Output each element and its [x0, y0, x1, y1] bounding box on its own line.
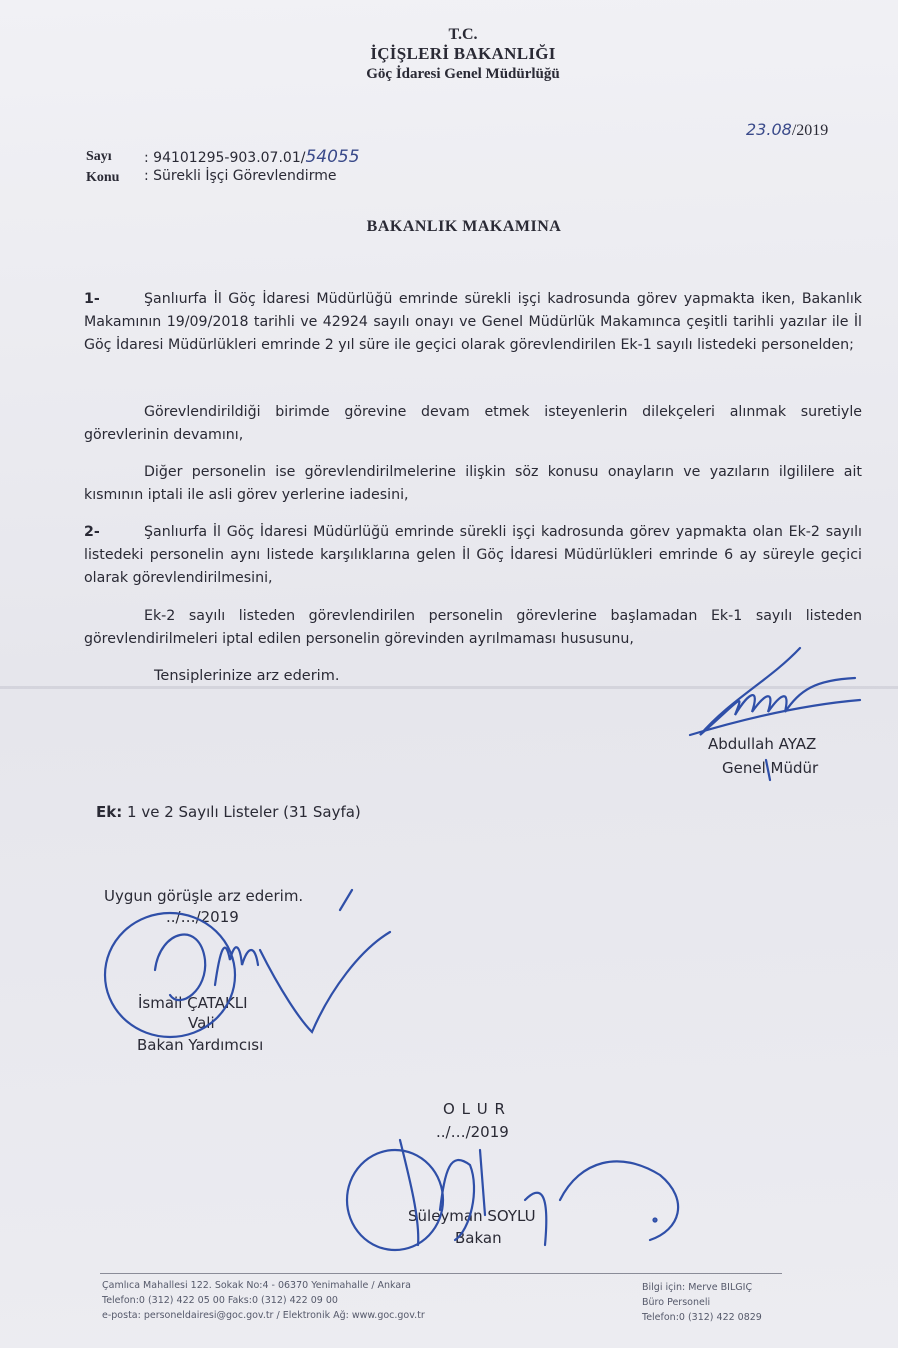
paragraph-1-text: Şanlıurfa İl Göç İdaresi Müdürlüğü emrinde sürekli işçi kadrosunda görev yapmakta iken, Bakanlık Makamının 19/09/2018 tarihli ve 42924 sayılı onayı ve Genel Müdürlük Makamınca çeşitli tarihli yazılar ile İl Göç İdaresi Müdürlükleri emrinde 2 yıl süre ile geçici olarak görevlendirilen Ek-1 sayılı listedeki personelden;: [84, 291, 862, 353]
header-tc: T.C.: [448, 26, 478, 43]
konu-label: Konu: [86, 170, 120, 185]
sayi-label: Sayı: [86, 149, 112, 164]
paragraph-3: Diğer personelin ise görevlendirilmelerine ilişkin söz konusu onayların ve yazıların ilgililere ait kısmının iptali ile asli görev yerlerine iadesini,: [84, 464, 862, 503]
attachment-text: 1 ve 2 Sayılı Listeler (31 Sayfa): [127, 803, 361, 821]
konu-value: : Sürekli İşçi Görevlendirme: [144, 168, 337, 184]
paragraph-4-number: 2-: [84, 524, 100, 540]
paragraph-5: Ek-2 sayılı listeden görevlendirilen personelin görevlerine başlamadan Ek-1 sayılı listeden görevlendirilmeleri iptal edilen personelin görevinden ayrılmaması hususunu,: [84, 608, 862, 647]
header-directorate: Göç İdaresi Genel Müdürlüğü: [366, 66, 560, 82]
signature-ismail-catakli: [105, 890, 390, 1037]
footer-divider: [100, 1273, 782, 1274]
footer-left: [102, 1278, 425, 1323]
attachment-label: Ek:: [96, 803, 123, 821]
approval1-title-deputy: Bakan Yardımcısı: [137, 1036, 264, 1054]
paragraph-2: Görevlendirildiği birimde görevine devam etmek isteyenlerin dilekçeleri alınmak suretiyle görevlerinin devamını,: [84, 404, 862, 443]
closing-text: Tensiplerinize arz ederim.: [154, 668, 340, 684]
paragraph-4-text: Şanlıurfa İl Göç İdaresi Müdürlüğü emrinde sürekli işçi kadrosunda görev yapmakta olan Ek-2 sayılı listedeki personelin aynı listede karşılıklarına gelen İl Göç İdaresi Müdürlükleri emrinde 6 ay süreyle geçici olarak görevlendirilmesini,: [84, 524, 862, 586]
signer1-title: Genel Müdür: [722, 759, 819, 777]
header-ministry: İÇİŞLERİ BAKANLIĞI: [370, 44, 556, 63]
date-handwritten: 23.08: [746, 120, 792, 139]
approval2-name: Süleyman SOYLU: [408, 1207, 536, 1225]
recipient-heading: BAKANLIK MAKAMINA: [366, 218, 562, 235]
paragraph-1-number: 1-: [84, 291, 100, 307]
signature-suleyman-soylu: [347, 1140, 678, 1250]
signature-abdullah-ayaz: [690, 648, 860, 780]
approval2-date: ../…/2019: [436, 1123, 509, 1141]
footer-contact-phone: Telefon:0 (312) 422 0829: [642, 1312, 762, 1323]
footer-phone: Telefon:0 (312) 422 05 00 Faks:0 (312) 422 09 00: [102, 1295, 338, 1306]
footer-email: e-posta: personeldairesi@goc.gov.tr / Elektronik Ağ: www.goc.gov.tr: [102, 1310, 425, 1321]
approval2-title: Bakan: [455, 1229, 502, 1247]
footer-address: Çamlıca Mahallesi 122. Sokak No:4 - 06370 Yenimahalle / Ankara: [102, 1280, 411, 1291]
date-printed: /2019: [791, 122, 829, 139]
footer-contact-person: Bilgi için: Merve BILGIÇ: [642, 1282, 753, 1293]
approval1-title-vali: Vali: [188, 1014, 215, 1032]
footer-right: [642, 1280, 762, 1325]
approval2-olur: O L U R: [443, 1100, 506, 1118]
sayi-handwritten: 54055: [305, 147, 360, 167]
approval1-text: Uygun görüşle arz ederim.: [104, 887, 304, 905]
footer-contact-role: Büro Personeli: [642, 1297, 711, 1308]
signer1-name: Abdullah AYAZ: [708, 735, 817, 753]
approval1-date: ../…/2019: [166, 908, 239, 926]
sayi-number: : 94101295-903.07.01/: [144, 150, 306, 166]
approval1-name: İsmail ÇATAKLI: [138, 994, 248, 1012]
